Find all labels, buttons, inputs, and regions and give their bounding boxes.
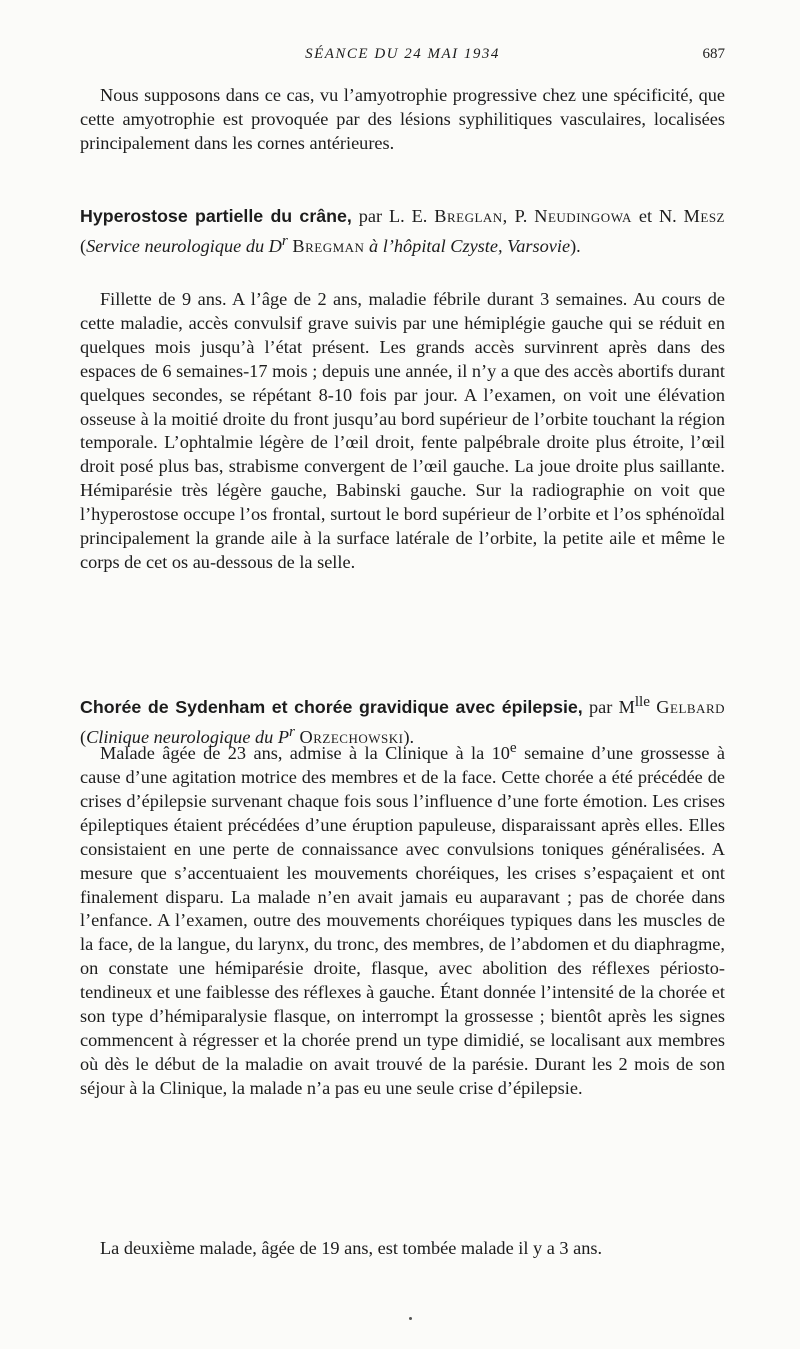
intro-paragraph: Nous supposons dans ce cas, vu l’amyotrophie progressive chez une spécificité, que cette amyotrophie est provoquée par des lésions syphilitiques vasculaires, localisées principalement dans les cornes antérieures. — [80, 85, 725, 153]
and-word: et — [638, 206, 653, 226]
affiliation-open: ( — [80, 236, 87, 256]
affiliation-text: Service neurologique du D — [86, 236, 282, 256]
ordinal-sup: e — [509, 739, 517, 756]
affiliation-place: à l’hôpital Czyste, Varsovie — [369, 236, 571, 256]
affiliation-sup: r — [281, 231, 288, 249]
affiliation-close: ). — [570, 236, 581, 256]
by-word: par — [588, 697, 613, 718]
page-number: 687 — [702, 46, 725, 62]
ink-speck — [409, 1317, 412, 1320]
affiliation-chief: Bregman — [292, 236, 365, 256]
article-body-choree-second: La deuxième malade, âgée de 19 ans, est tombée malade il y a 3 ans. — [100, 1238, 603, 1258]
author-name: Mesz — [683, 206, 725, 226]
affiliation-close: ). — [403, 727, 415, 748]
author-name: Gelbard — [656, 697, 725, 718]
body-text: Malade âgée de 23 ans, admise à la Clinique à la 10 — [100, 743, 510, 764]
by-word: par — [358, 206, 383, 226]
author-name: Neudingowa — [534, 206, 632, 226]
article-title: Hyperostose partielle du crâne, — [80, 206, 352, 226]
article-body-choree — [80, 736, 725, 1101]
article-heading-hyperostose — [80, 205, 725, 259]
author-initial: P. — [514, 206, 528, 226]
running-head: SÉANCE DU 24 MAI 1934 — [305, 46, 500, 62]
article-body-hyperostose: Fillette de 9 ans. A l’âge de 2 ans, maladie fébrile durant 3 semaines. Au cours de cette maladie, accès convulsif grave suivis par une hémiplégie gauche qui se réduit en quelques mois jusqu’à l’état présent. Les grands accès survinrent après dans des espaces de 6 semaines-17 mois ; depuis une année, il n’y a que des accès abortifs durant quelques secondes, se répétant 8-10 fois par jour. A l’examen, on voit une élévation osseuse à la moitié droite du front jusqu’au bord supérieur de l’orbite touchant la région temporale. L’ophtalmie légère de l’œil droit, fente palpébrale droite plus étroite, l’œil droit posé plus bas, strabisme convergent de l’œil gauche. La joue droite plus saillante. Hémiparésie très légère gauche, Babinski gauche. Sur la radiographie on voit que l’hyperostose occupe l’os frontal, surtout le bord supérieur de l’orbite et l’os sphénoïdal principalement la grande aile à la surface latérale de l’orbite, la petite aile et même le corps de cet os au-dessous de la selle. — [80, 289, 725, 572]
affiliation-chief: Orzechowski — [299, 727, 404, 748]
page-header — [80, 46, 725, 70]
author-name: Breglan, — [434, 206, 508, 226]
author-initial: N. — [658, 206, 677, 226]
author-initial: L. E. — [388, 206, 428, 226]
affiliation-sup: r — [289, 723, 295, 740]
author-title: M — [618, 697, 635, 718]
author-title-sup: lle — [634, 693, 651, 710]
affiliation-open: ( — [80, 727, 87, 748]
article-title: Chorée de Sydenham et chorée gravidique avec épilepsie, — [80, 697, 583, 718]
body-text: semaine d’une grossesse à cause d’une agitation motrice des membres et de la face. Cette chorée a été précédée de crises d’épilepsie survenant chaque fois sous l’influence d’une forte émotion. Les crises épileptiques étaient précédées d’une éruption papuleuse, disparaissant après elles. Elles consistaient en une perte de connaissance avec convulsions toniques généralisées. A mesure que s’accentuaient les mouvements choréiques, les crises s’espaçaient et ont finalement disparu. La malade n’en avait jamais eu auparavant ; pas de chorée dans l’enfance. A l’examen, outre des mouvements choréiques typiques dans les muscles de la face, de la langue, du larynx, du tronc, des membres, de l’abdomen et du diaphragme, on constate une hémiparésie droite, flasque, avec abolition des réflexes périosto-tendineux et une faiblesse des réflexes à gauche. Étant donnée l’intensité de la chorée et son type d’hémiparalysie flasque, on interrompt la grossesse ; bientôt après les signes commencent à régresser et la chorée prend un type dimidié, se localisant aux membres où dès le début de la maladie on avait trouvé de la parésie. Durant les 2 mois de son séjour à la Clinique, la malade n’a pas eu une seule crise d’épilepsie. — [80, 743, 725, 1098]
affiliation-text: Clinique neurologique du P — [86, 727, 290, 748]
